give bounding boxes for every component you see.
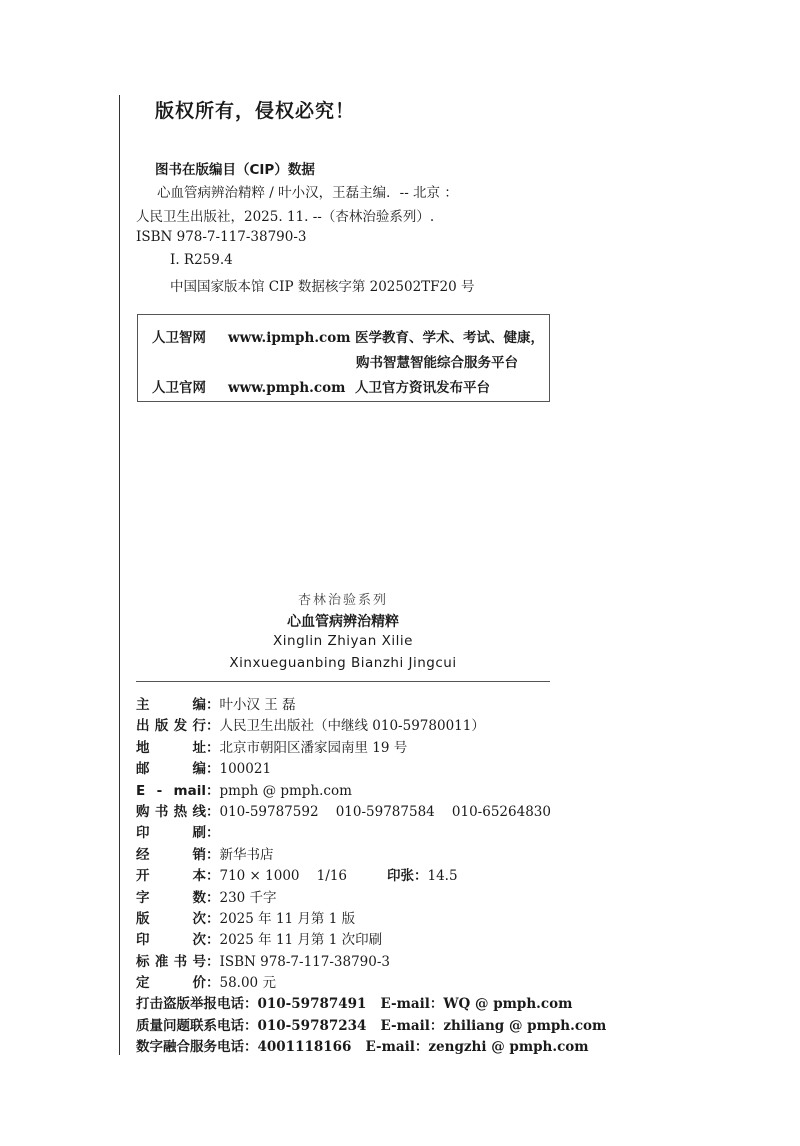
cip-catalog-number: 中国国家版本馆 CIP 数据核字第 202502TF20 号 <box>170 279 475 295</box>
info-row-hotline: 购书热线：010-59787592 010-59787584 010-65264830 <box>136 803 551 820</box>
book-title-cn: 心血管病辨治精粹 <box>287 614 399 630</box>
info-row-edition: 版次：2025 年 11 月第 1 版 <box>136 910 356 927</box>
cip-class: Ⅰ. R259.4 <box>170 252 233 268</box>
platform-desc: 医学教育、学术、考试、健康， <box>355 330 544 346</box>
publication-info <box>136 695 607 1059</box>
contact-row-piracy: 打击盗版举报电话：010-59787491 E-mail：WQ @ pmph.com <box>136 996 573 1013</box>
info-row-address: 地址：北京市朝阳区潘家园南里 19 号 <box>136 739 408 756</box>
platform-row-ipmph <box>152 326 544 346</box>
cip-line-1: 心血管病辨治精粹 / 叶小汉，王磊主编．-- 北京 ： <box>157 185 458 201</box>
cip-heading: 图书在版编目（CIP）数据 <box>155 162 315 178</box>
book-title-pinyin: Xinxueguanbing Bianzhi Jingcui <box>229 655 457 671</box>
sheet-label: 印张 <box>387 868 414 885</box>
platform-name: 人卫官网 <box>152 380 206 396</box>
info-row-printing: 印刷： <box>136 825 220 842</box>
cip-isbn: ISBN 978-7-117-38790-3 <box>136 229 307 245</box>
info-row-impression: 印次：2025 年 11 月第 1 次印刷 <box>136 932 383 949</box>
cip-line-2: 人民卫生出版社，2025. 11. --（杏林治验系列）. <box>136 209 435 225</box>
platform-desc: 人卫官方资讯发布平台 <box>355 380 490 396</box>
info-row-format: 开本：710 × 1000 1/16 印张：14.5 <box>136 868 458 885</box>
sheet-value: 14.5 <box>427 868 458 885</box>
series-title-cn: 杏林治验系列 <box>297 593 388 608</box>
series-title-pinyin: Xinglin Zhiyan Xilie <box>273 633 413 649</box>
contact-row-quality: 质量问题联系电话：010-59787234 E-mail：zhiliang @ pmph.com <box>136 1017 607 1034</box>
info-row-wordcount: 字数：230 千字 <box>136 889 277 906</box>
info-row-distributor: 经销：新华书店 <box>136 846 274 863</box>
platform-url: www.ipmph.com <box>228 330 351 346</box>
info-row-editor: 主编：叶小汉 王 磊 <box>136 697 296 713</box>
margin-rule <box>119 95 120 1055</box>
divider <box>136 681 550 682</box>
info-row-price: 定价：58.00 元 <box>136 975 276 992</box>
platform-row-pmph <box>152 376 490 396</box>
info-row-isbn: 标准书号：ISBN 978-7-117-38790-3 <box>136 953 391 970</box>
platform-box <box>137 314 550 402</box>
platform-url: www.pmph.com <box>228 380 346 396</box>
copyright-notice: 版权所有，侵权必究！ <box>155 100 356 122</box>
contact-row-digital: 数字融合服务电话：4001118166 E-mail：zengzhi @ pmph.com <box>136 1039 589 1056</box>
info-row-email: E - mail：pmph @ pmph.com <box>136 782 352 799</box>
platform-name: 人卫智网 <box>152 330 206 346</box>
info-row-publisher: 出版发行：人民卫生出版社（中继线 010-59780011） <box>136 718 485 735</box>
platform-desc-continued: 购书智慧智能综合服务平台 <box>356 355 518 371</box>
info-row-postcode: 邮编：100021 <box>136 761 272 778</box>
